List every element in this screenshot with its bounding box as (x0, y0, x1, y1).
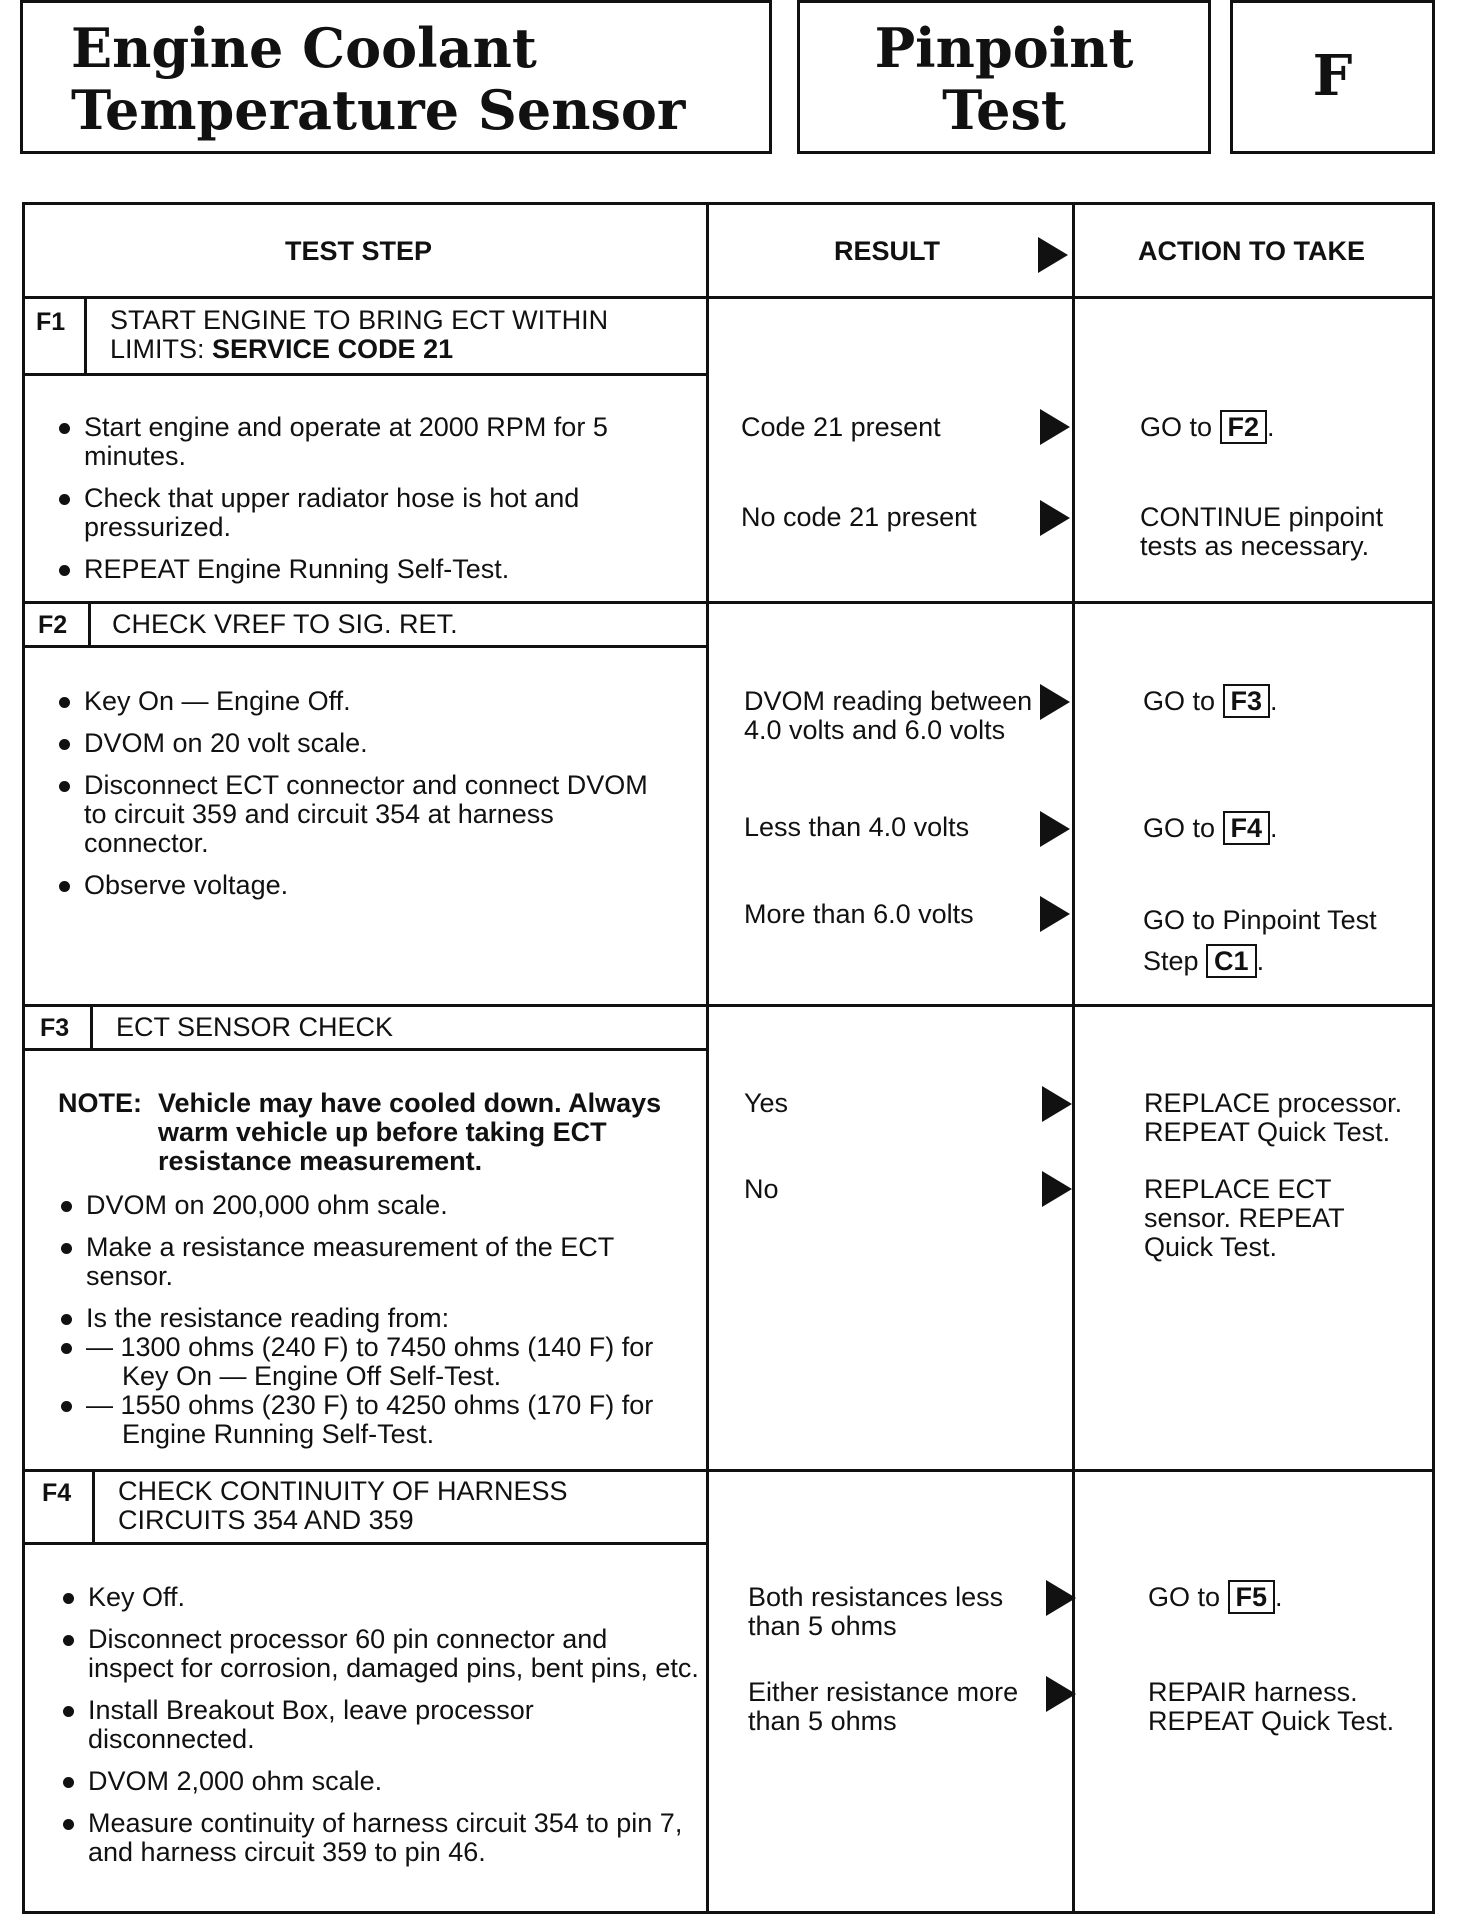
pinpoint-line-2: Test (942, 78, 1066, 142)
step-bullets (56, 413, 656, 597)
pinpoint-test-box (797, 0, 1211, 154)
list-item: Measure continuity of harness circuit 354 to pin 7, and harness circuit 359 to pin 46. (60, 1809, 700, 1867)
column-header-action: ACTION TO TAKE (1138, 236, 1365, 266)
action-item: REPLACE processor. REPEAT Quick Test. (1144, 1088, 1403, 1147)
arrow-right-icon (1040, 896, 1070, 932)
list-item: Observe voltage. (56, 871, 676, 900)
action-prefix: GO to (1143, 813, 1223, 843)
column-divider (706, 202, 709, 1914)
step-header-rule (22, 373, 708, 376)
page-title (71, 17, 685, 141)
test-code: F (1312, 43, 1353, 109)
step-reference[interactable]: F5 (1228, 1580, 1276, 1614)
step-id: F4 (42, 1479, 72, 1507)
action-prefix: GO to (1148, 1582, 1228, 1612)
step-reference[interactable]: F4 (1223, 811, 1271, 845)
step-header-rule (22, 645, 708, 648)
list-item: Disconnect processor 60 pin connector and inspect for corrosion, damaged pins, bent pins, etc. (60, 1625, 700, 1683)
arrow-right-icon (1040, 500, 1070, 536)
step-id-divider (84, 299, 87, 375)
result-item: No (744, 1174, 779, 1204)
note-text: Vehicle may have cooled down. Always warm vehicle up before taking ECT resistance measurement. (158, 1088, 662, 1176)
list-item: Disconnect ECT connector and connect DVOM to circuit 359 and circuit 354 at harness connector. (56, 771, 676, 858)
action-item: REPAIR harness. REPEAT Quick Test. (1148, 1677, 1395, 1736)
step-title-emphasis: SERVICE CODE 21 (212, 334, 454, 364)
row-divider (22, 1004, 1435, 1007)
result-item: More than 6.0 volts (744, 899, 974, 929)
list-item: Key Off. (60, 1583, 700, 1612)
list-item: Make a resistance measurement of the ECT sensor. (58, 1233, 698, 1291)
step-bullets (56, 687, 676, 913)
action-prefix: GO to (1143, 686, 1223, 716)
arrow-right-icon (1042, 1171, 1072, 1207)
action-item: CONTINUE pinpoint tests as necessary. (1140, 502, 1384, 561)
step-id-divider (92, 1471, 95, 1544)
sub-list-item (58, 1391, 698, 1449)
sub-list-text: — 1550 ohms (230 F) to 4250 ohms (170 F) for Engine Running Self-Test. (86, 1390, 654, 1449)
result-item: Code 21 present (741, 412, 941, 442)
result-item: Either resistance more than 5 ohms (748, 1677, 1019, 1736)
step-reference[interactable]: C1 (1206, 944, 1257, 978)
result-item: Yes (744, 1088, 789, 1118)
step-id-divider (90, 1006, 93, 1050)
list-item: DVOM on 20 volt scale. (56, 729, 676, 758)
title-box (20, 0, 772, 154)
column-header-result: RESULT (834, 236, 940, 266)
step-bullets (58, 1191, 698, 1462)
row-divider (22, 1469, 1435, 1472)
action-suffix: . (1275, 1582, 1283, 1612)
arrow-right-icon (1038, 237, 1068, 273)
list-item: Is the resistance reading from: (58, 1304, 698, 1333)
test-code-box (1230, 0, 1435, 154)
list-item: Install Breakout Box, leave processor disconnected. (60, 1696, 700, 1754)
column-header-test-step: TEST STEP (285, 236, 433, 266)
step-title: ECT SENSOR CHECK (116, 1012, 394, 1042)
sub-list-item (58, 1333, 698, 1391)
column-divider (1072, 202, 1075, 1914)
action-suffix: . (1270, 813, 1278, 843)
step-header-rule (22, 1542, 708, 1545)
action-suffix: . (1256, 946, 1265, 976)
list-item: Key On — Engine Off. (56, 687, 676, 716)
list-item: Start engine and operate at 2000 RPM for 5 minutes. (56, 413, 656, 471)
arrow-right-icon (1046, 1676, 1076, 1712)
result-item: DVOM reading between 4.0 volts and 6.0 volts (744, 686, 1033, 745)
header-divider (22, 296, 1435, 299)
list-item: Check that upper radiator hose is hot and pressurized. (56, 484, 656, 542)
result-item: No code 21 present (741, 502, 977, 532)
step-id: F3 (40, 1014, 70, 1042)
title-line-1: Engine Coolant (71, 16, 537, 80)
step-id: F1 (36, 308, 66, 336)
step-title: CHECK VREF TO SIG. RET. (112, 609, 458, 639)
step-id: F2 (38, 611, 68, 639)
action-suffix: . (1270, 686, 1278, 716)
title-line-2: Temperature Sensor (71, 78, 686, 142)
action-item (1143, 684, 1443, 718)
step-reference[interactable]: F3 (1223, 684, 1271, 718)
action-item (1143, 900, 1413, 982)
action-suffix: . (1267, 412, 1275, 442)
list-item: DVOM 2,000 ohm scale. (60, 1767, 700, 1796)
result-item: Both resistances less than 5 ohms (748, 1582, 1004, 1641)
list-item: DVOM on 200,000 ohm scale. (58, 1191, 698, 1220)
action-item (1143, 811, 1443, 845)
action-prefix: GO to Pinpoint Test Step (1143, 905, 1377, 976)
list-item: REPEAT Engine Running Self-Test. (56, 555, 656, 584)
arrow-right-icon (1040, 684, 1070, 720)
step-id-divider (88, 603, 91, 647)
step-bullets (60, 1583, 700, 1880)
pinpoint-line-1: Pinpoint (874, 16, 1134, 80)
sub-list-text: — 1300 ohms (240 F) to 7450 ohms (140 F) for Key On — Engine Off Self-Test. (86, 1332, 654, 1391)
result-item: Less than 4.0 volts (744, 812, 970, 842)
action-prefix: GO to (1140, 412, 1220, 442)
step-header-rule (22, 1048, 708, 1051)
row-divider (22, 601, 1435, 604)
note-label: NOTE: (58, 1088, 142, 1118)
arrow-right-icon (1040, 811, 1070, 847)
step-title-text: START ENGINE TO BRING ECT WITHIN LIMITS: (110, 305, 609, 364)
action-item: REPLACE ECT sensor. REPEAT Quick Test. (1144, 1174, 1345, 1262)
arrow-right-icon (1042, 1086, 1072, 1122)
arrow-right-icon (1040, 409, 1070, 445)
action-item (1140, 410, 1440, 444)
step-title: CHECK CONTINUITY OF HARNESS CIRCUITS 354 AND 359 (118, 1476, 568, 1535)
action-item (1148, 1580, 1448, 1614)
step-title (110, 306, 690, 364)
pinpoint-test-label (800, 17, 1208, 141)
step-reference[interactable]: F2 (1220, 410, 1268, 444)
arrow-right-icon (1046, 1580, 1076, 1616)
